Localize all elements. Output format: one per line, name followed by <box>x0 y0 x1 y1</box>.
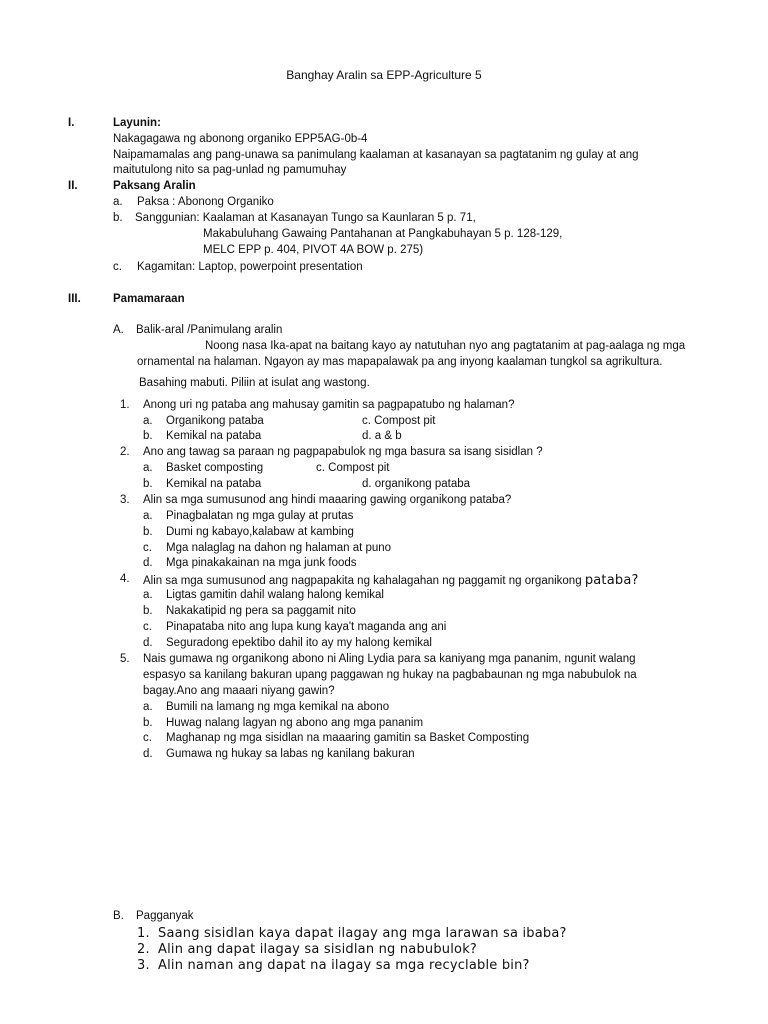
question-text: espasyo sa kanilang bakuran upang paggawan ng hukay na pagbabaunan ng mga nabubulok na <box>143 669 637 681</box>
subitem-letter: a. <box>113 196 123 208</box>
question-text-main: Alin sa mga sumusunod ang nagpapakita ng kahalagahan ng paggamit ng organikong <box>143 575 582 587</box>
option-letter: b. <box>143 526 153 538</box>
option-text: c. Compost pit <box>362 415 436 427</box>
question-text: Alin sa mga sumusunod ang hindi maaaring gawing organikong pataba? <box>143 494 512 506</box>
instruction-text: Basahing mabuti. Piliin at isulat ang wastong. <box>139 377 370 389</box>
option-letter: a. <box>143 462 153 474</box>
subitem-letter: b. <box>113 212 123 224</box>
option-text: Mga pinakakainan na mga junk foods <box>166 557 357 569</box>
question-number: 2. <box>120 446 130 458</box>
option-letter: a. <box>143 415 153 427</box>
question-number: 3. <box>120 494 130 506</box>
part-a-label: A. <box>113 324 124 336</box>
option-letter: c. <box>143 621 152 633</box>
kagamitan-text: Kagamitan: Laptop, powerpoint presentation <box>137 261 363 273</box>
section-3-heading: Pamamaraan <box>113 293 185 305</box>
option-text: c. Compost pit <box>316 462 390 474</box>
option-letter: a. <box>143 510 153 522</box>
option-text: d. a & b <box>362 430 402 442</box>
sanggunian-line: Makabuluhang Gawaing Pantahanan at Pangkabuhayan 5 p. 128-129, <box>203 228 563 240</box>
question-text: Nais gumawa ng organikong abono ni Aling Lydia para sa kaniyang mga pananim, ngunit walang <box>143 653 636 665</box>
option-letter: b. <box>143 717 153 729</box>
option-text: Bumili na lamang ng mga kemikal na abono <box>166 701 390 713</box>
option-text: Kemikal na pataba <box>166 478 262 490</box>
option-text: Maghanap ng mga sisidlan na maaaring gamitin sa Basket Composting <box>166 732 530 744</box>
objective-line: maitutulong nito sa pag-unlad ng pamumuhay <box>113 164 347 176</box>
option-letter: d. <box>143 557 153 569</box>
option-letter: a. <box>143 589 153 601</box>
option-text: Pinagbalatan ng mga gulay at prutas <box>166 510 354 522</box>
pagganyak-question: Alin naman ang dapat na ilagay sa mga recyclable bin? <box>158 958 530 973</box>
objective-line: Naipamamalas ang pang-unawa sa panimulang kaalaman at kasanayan sa pagtatanim ng gulay at ang <box>113 149 639 161</box>
option-text: Seguradong epektibo dahil ito ay my halong kemikal <box>166 637 432 649</box>
question-text: bagay.Ano ang maaari niyang gawin? <box>143 685 335 697</box>
option-text: Gumawa ng hukay sa labas ng kanilang bakuran <box>166 748 415 760</box>
option-letter: a. <box>143 701 153 713</box>
option-text: Nakakatipid ng pera sa paggamit nito <box>166 605 356 617</box>
option-text: Mga nalaglag na dahon ng halaman at puno <box>166 542 392 554</box>
objective-line: Nakagagawa ng abonong organiko EPP5AG-0b-4 <box>113 133 368 145</box>
subitem-letter: c. <box>113 261 122 273</box>
question-number: 1. <box>120 399 130 411</box>
section-3-number: III. <box>68 293 81 305</box>
option-letter: d. <box>143 748 153 760</box>
intro-line: Noong nasa Ika-apat na baitang kayo ay natutuhan nyo ang pagtatanim at pag-aalaga ng mga <box>205 340 686 352</box>
section-2-number: II. <box>68 180 78 192</box>
pagganyak-number: 2. <box>137 942 150 957</box>
option-text: Pinapataba nito ang lupa kung kaya't maganda ang ani <box>166 621 447 633</box>
sanggunian-line: MELC EPP p. 404, PIVOT 4A BOW p. 275) <box>203 244 424 256</box>
section-1-number: I. <box>68 117 75 129</box>
paksa-text: Paksa : Abonong Organiko <box>137 196 274 208</box>
section-2-heading: Paksang Aralin <box>113 180 196 192</box>
question-text-tail: pataba? <box>584 573 639 588</box>
part-a-title: Balik-aral /Panimulang aralin <box>136 324 283 336</box>
sanggunian-line: Sanggunian: Kaalaman at Kasanayan Tungo sa Kaunlaran 5 p. 71, <box>135 212 476 224</box>
question-number: 4. <box>120 573 130 585</box>
pagganyak-question: Saang sisidlan kaya dapat ilagay ang mga larawan sa ibaba? <box>158 926 567 941</box>
option-letter: c. <box>143 732 152 744</box>
intro-line: ornamental na halaman. Ngayon ay mas mapapalawak pa ang inyong kaalaman tungkol sa agrikultura. <box>137 356 663 368</box>
option-text: Huwag nalang lagyan ng abono ang mga pananim <box>166 717 424 729</box>
option-text: Organikong pataba <box>166 415 264 427</box>
option-text: Dumi ng kabayo,kalabaw at kambing <box>166 526 354 538</box>
pagganyak-number: 1. <box>137 926 150 941</box>
pagganyak-number: 3. <box>137 958 150 973</box>
question-text <box>143 573 639 588</box>
section-1-heading: Layunin: <box>113 117 161 129</box>
question-text: Ano ang tawag sa paraan ng pagpapabulok ng mga basura sa isang sisidlan ? <box>143 446 543 458</box>
option-text: d. organikong pataba <box>362 478 471 490</box>
option-letter: c. <box>143 542 152 554</box>
option-letter: b. <box>143 478 153 490</box>
question-text: Anong uri ng pataba ang mahusay gamitin sa pagpapatubo ng halaman? <box>143 399 515 411</box>
pagganyak-question: Alin ang dapat ilagay sa sisidlan ng nabubulok? <box>158 942 478 957</box>
question-number: 5. <box>120 653 130 665</box>
option-text: Basket composting <box>166 462 264 474</box>
part-b-label: B. <box>113 910 124 922</box>
option-text: Kemikal na pataba <box>166 430 262 442</box>
option-letter: b. <box>143 430 153 442</box>
page-title: Banghay Aralin sa EPP-Agriculture 5 <box>286 68 482 82</box>
part-b-title: Pagganyak <box>136 910 194 922</box>
option-letter: d. <box>143 637 153 649</box>
option-text: Ligtas gamitin dahil walang halong kemikal <box>166 589 384 601</box>
option-letter: b. <box>143 605 153 617</box>
